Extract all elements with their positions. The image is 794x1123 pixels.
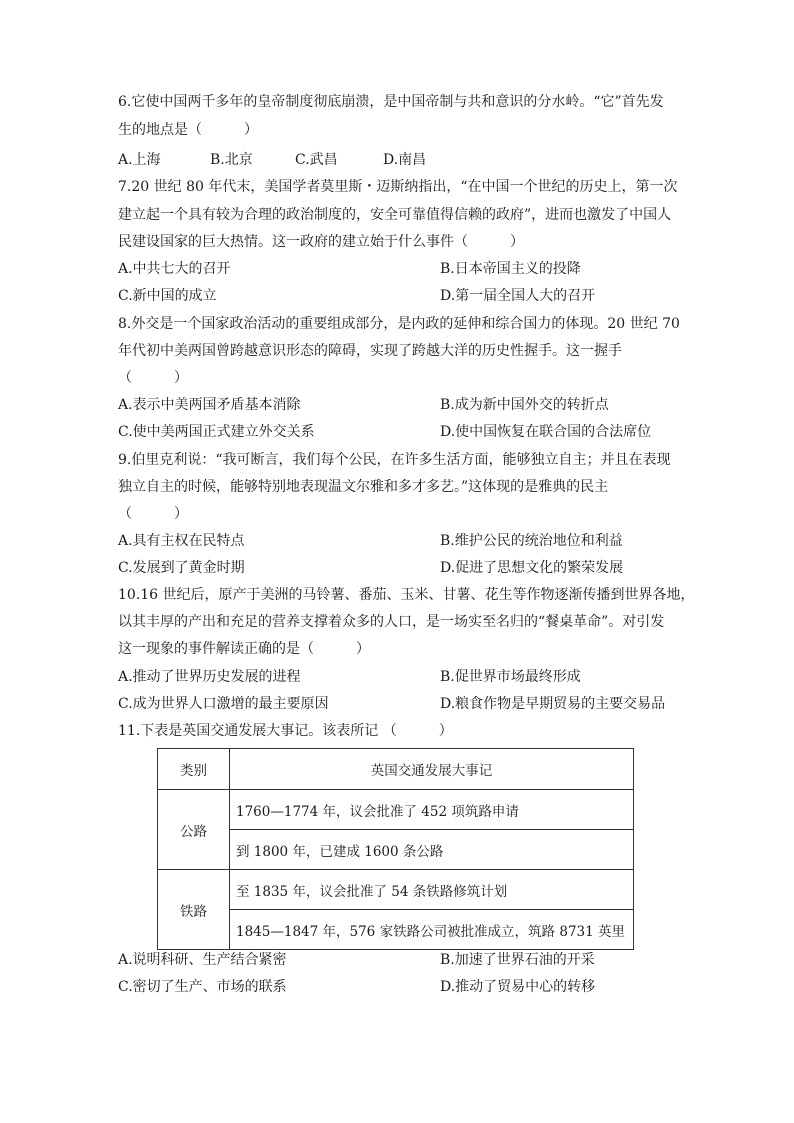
q9-option-b: B.维护公民的统治地位和利益: [440, 533, 623, 549]
q11-stem: 11.下表是英国交通发展大事记。该表所记 （ ）: [118, 723, 453, 739]
q10-option-d: D.粮食作物是早期贸易的主要交易品: [440, 696, 666, 712]
q11-option-b: B.加速了世界石油的开采: [440, 952, 595, 968]
q8-option-d: D.使中国恢复在联合国的合法席位: [440, 424, 652, 440]
q6-option-b: B.北京: [210, 152, 253, 168]
q11-option-a: A.说明科研、生产结合紧密: [118, 952, 287, 968]
q6-option-a: A.上海: [118, 152, 161, 168]
q10-stem-line-1: 10.16 世纪后，原产于美洲的马铃薯、番茄、玉米、甘薯、花生等作物逐渐传播到世界各地，: [118, 587, 695, 603]
table-row: [158, 910, 634, 950]
q8-option-c: C.使中美两国正式建立外交关系: [118, 424, 315, 440]
q9-option-c: C.发展到了黄金时期: [118, 560, 245, 576]
q6-stem-line-1: 6.它使中国两千多年的皇帝制度彻底崩溃，是中国帝制与共和意识的分水岭。“它”首先发: [118, 94, 664, 110]
header-category: 类别: [158, 749, 230, 790]
q7-option-c: C.新中国的成立: [118, 288, 217, 304]
header-events: 英国交通发展大事记: [230, 749, 634, 790]
q10-stem-line-3: 这一现象的事件解读正确的是（ ）: [118, 641, 370, 657]
q9-option-d: D.促进了思想文化的繁荣发展: [440, 560, 624, 576]
q9-stem-line-2: 独立自主的时候，能够特别地表现温文尔雅和多才多艺。”这体现的是雅典的民主: [118, 479, 609, 495]
q10-option-c: C.成为世界人口激增的最主要原因: [118, 696, 329, 712]
q9-option-a: A.具有主权在民特点: [118, 533, 245, 549]
rail-event-1: 至 1835 年，议会批准了 54 条铁路修筑计划: [230, 870, 634, 910]
q7-option-d: D.第一届全国人大的召开: [440, 288, 596, 304]
road-event-2: 到 1800 年，已建成 1600 条公路: [230, 830, 634, 870]
q6-option-d: D.南昌: [383, 152, 427, 168]
table-header-row: [158, 749, 634, 790]
table-row: [158, 870, 634, 910]
q7-stem-line-1: 7.20 世纪 80 年代末，美国学者莫里斯・迈斯纳指出，“在中国一个世纪的历史上，第一次: [118, 179, 678, 195]
q9-stem-line-3: （ ）: [118, 506, 188, 522]
q10-stem-line-2: 以其丰厚的产出和充足的营养支撑着众多的人口，是一场实至名归的“餐桌革命”。对引发: [118, 614, 665, 630]
q8-stem-line-2: 年代初中美两国曾跨越意识形态的障碍，实现了跨越大洋的历史性握手。这一握手: [118, 343, 622, 359]
rail-category: 铁路: [158, 870, 230, 950]
q7-stem-line-3: 民建设国家的巨大热情。这一政府的建立始于什么事件（ ）: [118, 234, 524, 250]
q8-option-a: A.表示中美两国矛盾基本消除: [118, 397, 301, 413]
q8-stem-line-1: 8.外交是一个国家政治活动的重要组成部分，是内政的延伸和综合国力的体现。20 世纪 70: [118, 316, 680, 332]
q11-option-d: D.推动了贸易中心的转移: [440, 979, 596, 995]
q8-stem-line-3: （ ）: [118, 370, 188, 386]
q10-option-a: A.推动了世界历史发展的进程: [118, 669, 301, 685]
transport-events-table: [157, 748, 634, 950]
q6-stem-line-2: 生的地点是（ ）: [118, 122, 258, 138]
road-event-1: 1760—1774 年，议会批准了 452 项筑路申请: [230, 790, 634, 830]
q6-option-c: C.武昌: [295, 152, 338, 168]
q9-stem-line-1: 9.伯里克利说：“我可断言，我们每个公民，在许多生活方面，能够独立自主；并且在表现: [118, 452, 671, 468]
table-row: [158, 830, 634, 870]
q7-stem-line-2: 建立起一个具有较为合理的政治制度的，安全可靠值得信赖的政府”，进而也激发了中国人: [118, 207, 672, 223]
q8-option-b: B.成为新中国外交的转折点: [440, 397, 609, 413]
q7-option-a: A.中共七大的召开: [118, 261, 231, 277]
q10-option-b: B.促世界市场最终形成: [440, 669, 581, 685]
table-row: [158, 790, 634, 830]
q11-option-c: C.密切了生产、市场的联系: [118, 979, 287, 995]
rail-event-2: 1845—1847 年，576 家铁路公司被批准成立，筑路 8731 英里: [230, 910, 634, 950]
q7-option-b: B.日本帝国主义的投降: [440, 261, 581, 277]
road-category: 公路: [158, 790, 230, 870]
